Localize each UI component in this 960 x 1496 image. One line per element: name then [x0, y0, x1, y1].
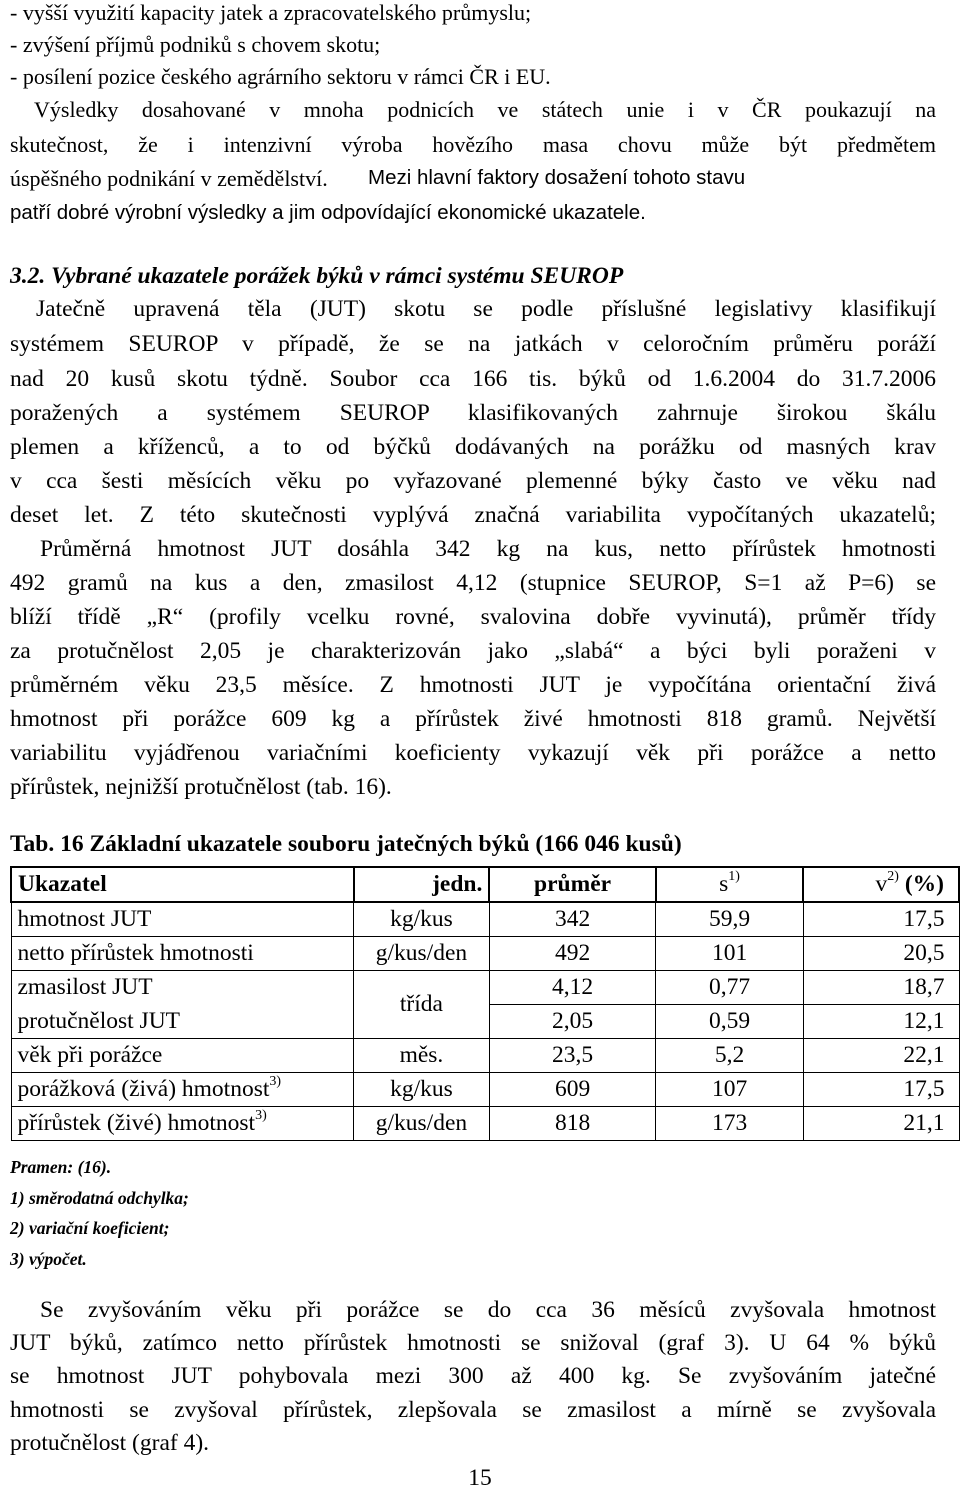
header-s: $s^{1)}$ [656, 867, 804, 902]
table-row: porážková (živá) hmotnost$^{3)}$ kg/kus 609 107 17,5 [11, 1073, 959, 1107]
paragraph-line: blíží třídě „R“ (profily vcelku rovné, svalovina dobře vyvinutá), průměr třídy [10, 604, 936, 630]
paragraph-line: systémem SEUROP v případě, že se na jatkách v celoročním průměru poráží [10, 331, 936, 357]
table-caption: Tab. 16 Základní ukazatele souboru jatečných býků (166 046 kusů) [10, 831, 682, 857]
table-row: zmasilost JUT třída 4,12 0,77 18,7 [11, 971, 959, 1005]
paragraph-line: nad 20 kusů skotu týdně. Soubor cca 166 tis. býků od 1.6.2004 do 31.7.2006 [10, 366, 936, 392]
paragraph-line: přírůstek, nejnižší protučnělost (tab. 16). [10, 774, 392, 800]
paragraph-line-sans: Mezi hlavní faktory dosažení tohoto stavu [368, 166, 746, 189]
paragraph-line: JUT býků, zatímco netto přírůstek hmotnosti se snižoval (graf 3). U 64 % býků [10, 1330, 936, 1356]
paragraph-line: Průměrná hmotnost JUT dosáhla 342 kg na kus, netto přírůstek hmotnosti [40, 536, 936, 562]
paragraph-line: hmotnosti se zvyšoval přírůstek, zlepšovala se zmasilost a mírně se zvyšovala [10, 1397, 936, 1423]
paragraph-line: Výsledky dosahované v mnoha podnicích ve státech unie i v ČR poukazují na [34, 97, 936, 122]
header-v: $v^{2)}$ (%) [803, 867, 959, 902]
paragraph-line: se hmotnost JUT pohybovala mezi 300 až 400 kg. Se zvyšováním jatečné [10, 1363, 936, 1389]
paragraph-line: deset let. Z této skutečnosti vyplývá značná variabilita vypočítaných ukazatelů; [10, 502, 936, 528]
paragraph-line: Se zvyšováním věku při porážce se do cca 36 měsíců zvyšovala hmotnost [40, 1297, 936, 1323]
header-jedn: jedn. [354, 867, 490, 902]
page-number: 15 [468, 1465, 492, 1491]
paragraph-line: 492 gramů na kus a den, zmasilost 4,12 (stupnice SEUROP, S=1 až P=6) se [10, 570, 936, 596]
table-row: věk při porážce měs. 23,5 5,2 22,1 [11, 1039, 959, 1073]
table-row: protučnělost JUT 2,05 0,59 12,1 [11, 1005, 959, 1039]
table-row: přírůstek (živé) hmotnost$^{3)}$ g/kus/den 818 173 21,1 [11, 1107, 959, 1141]
paragraph-line: variabilitu vyjádřenou variačními koeficienty vykazují věk při porážce a netto [10, 740, 936, 766]
paragraph-line: v cca šesti měsících věku po vyřazované plemenné býky často ve věku nad [10, 468, 936, 494]
bullet-item: - posílení pozice českého agrárního sektoru v rámci ČR i EU. [10, 64, 551, 89]
bullet-item: - zvýšení příjmů podniků s chovem skotu; [10, 32, 381, 57]
paragraph-line: průměrném věku 23,5 měsíce. Z hmotnosti JUT je vypočítána orientační živá [10, 672, 936, 698]
section-heading: 3.2. Vybrané ukazatele porážek býků v rámci systému SEUROP [10, 263, 624, 289]
bullet-item: - vyšší využití kapacity jatek a zpracovatelského průmyslu; [10, 0, 532, 25]
table-source-note: Pramen: (16). [10, 1157, 112, 1177]
header-prumer: průměr [489, 867, 655, 902]
table-row: netto přírůstek hmotnosti g/kus/den 492 101 20,5 [11, 937, 959, 971]
table-row: hmotnost JUT kg/kus 342 59,9 17,5 [11, 902, 959, 937]
paragraph-line: poražených a systémem SEUROP klasifikovaných zahrnuje širokou škálu [10, 400, 936, 426]
paragraph-line: hmotnost při porážce 609 kg a přírůstek živé hmotnosti 818 gramů. Největší [10, 706, 936, 732]
paragraph-line: úspěšného podnikání v zemědělství. [10, 166, 328, 191]
paragraph-line: skutečnost, že i intenzivní výroba hovězího masa chovu může být předmětem [10, 132, 936, 157]
table-footnote: 3) výpočet. [10, 1248, 87, 1269]
paragraph-line: protučnělost (graf 4). [10, 1430, 210, 1456]
table-header-row [11, 867, 959, 902]
table-footnote: 2) variační koeficient; [10, 1218, 170, 1238]
paragraph-line-sans: patří dobré výrobní výsledky a jim odpovídající ekonomické ukazatele. [10, 201, 646, 224]
header-ukazatel: Ukazatel [11, 867, 354, 902]
table-footnote: 1) směrodatná odchylka; [10, 1187, 189, 1208]
data-table [10, 866, 960, 1141]
table-notes [10, 1152, 189, 1274]
paragraph-line: Jatečně upravená těla (JUT) skotu se podle příslušné legislativy klasifikují [36, 296, 936, 322]
paragraph-line: plemen a kříženců, a to od býčků dodávaných na porážku od masných krav [10, 434, 936, 460]
paragraph-line: za protučnělost 2,05 je charakterizován jako „slabá“ a býci byli poraženi v [10, 638, 936, 664]
